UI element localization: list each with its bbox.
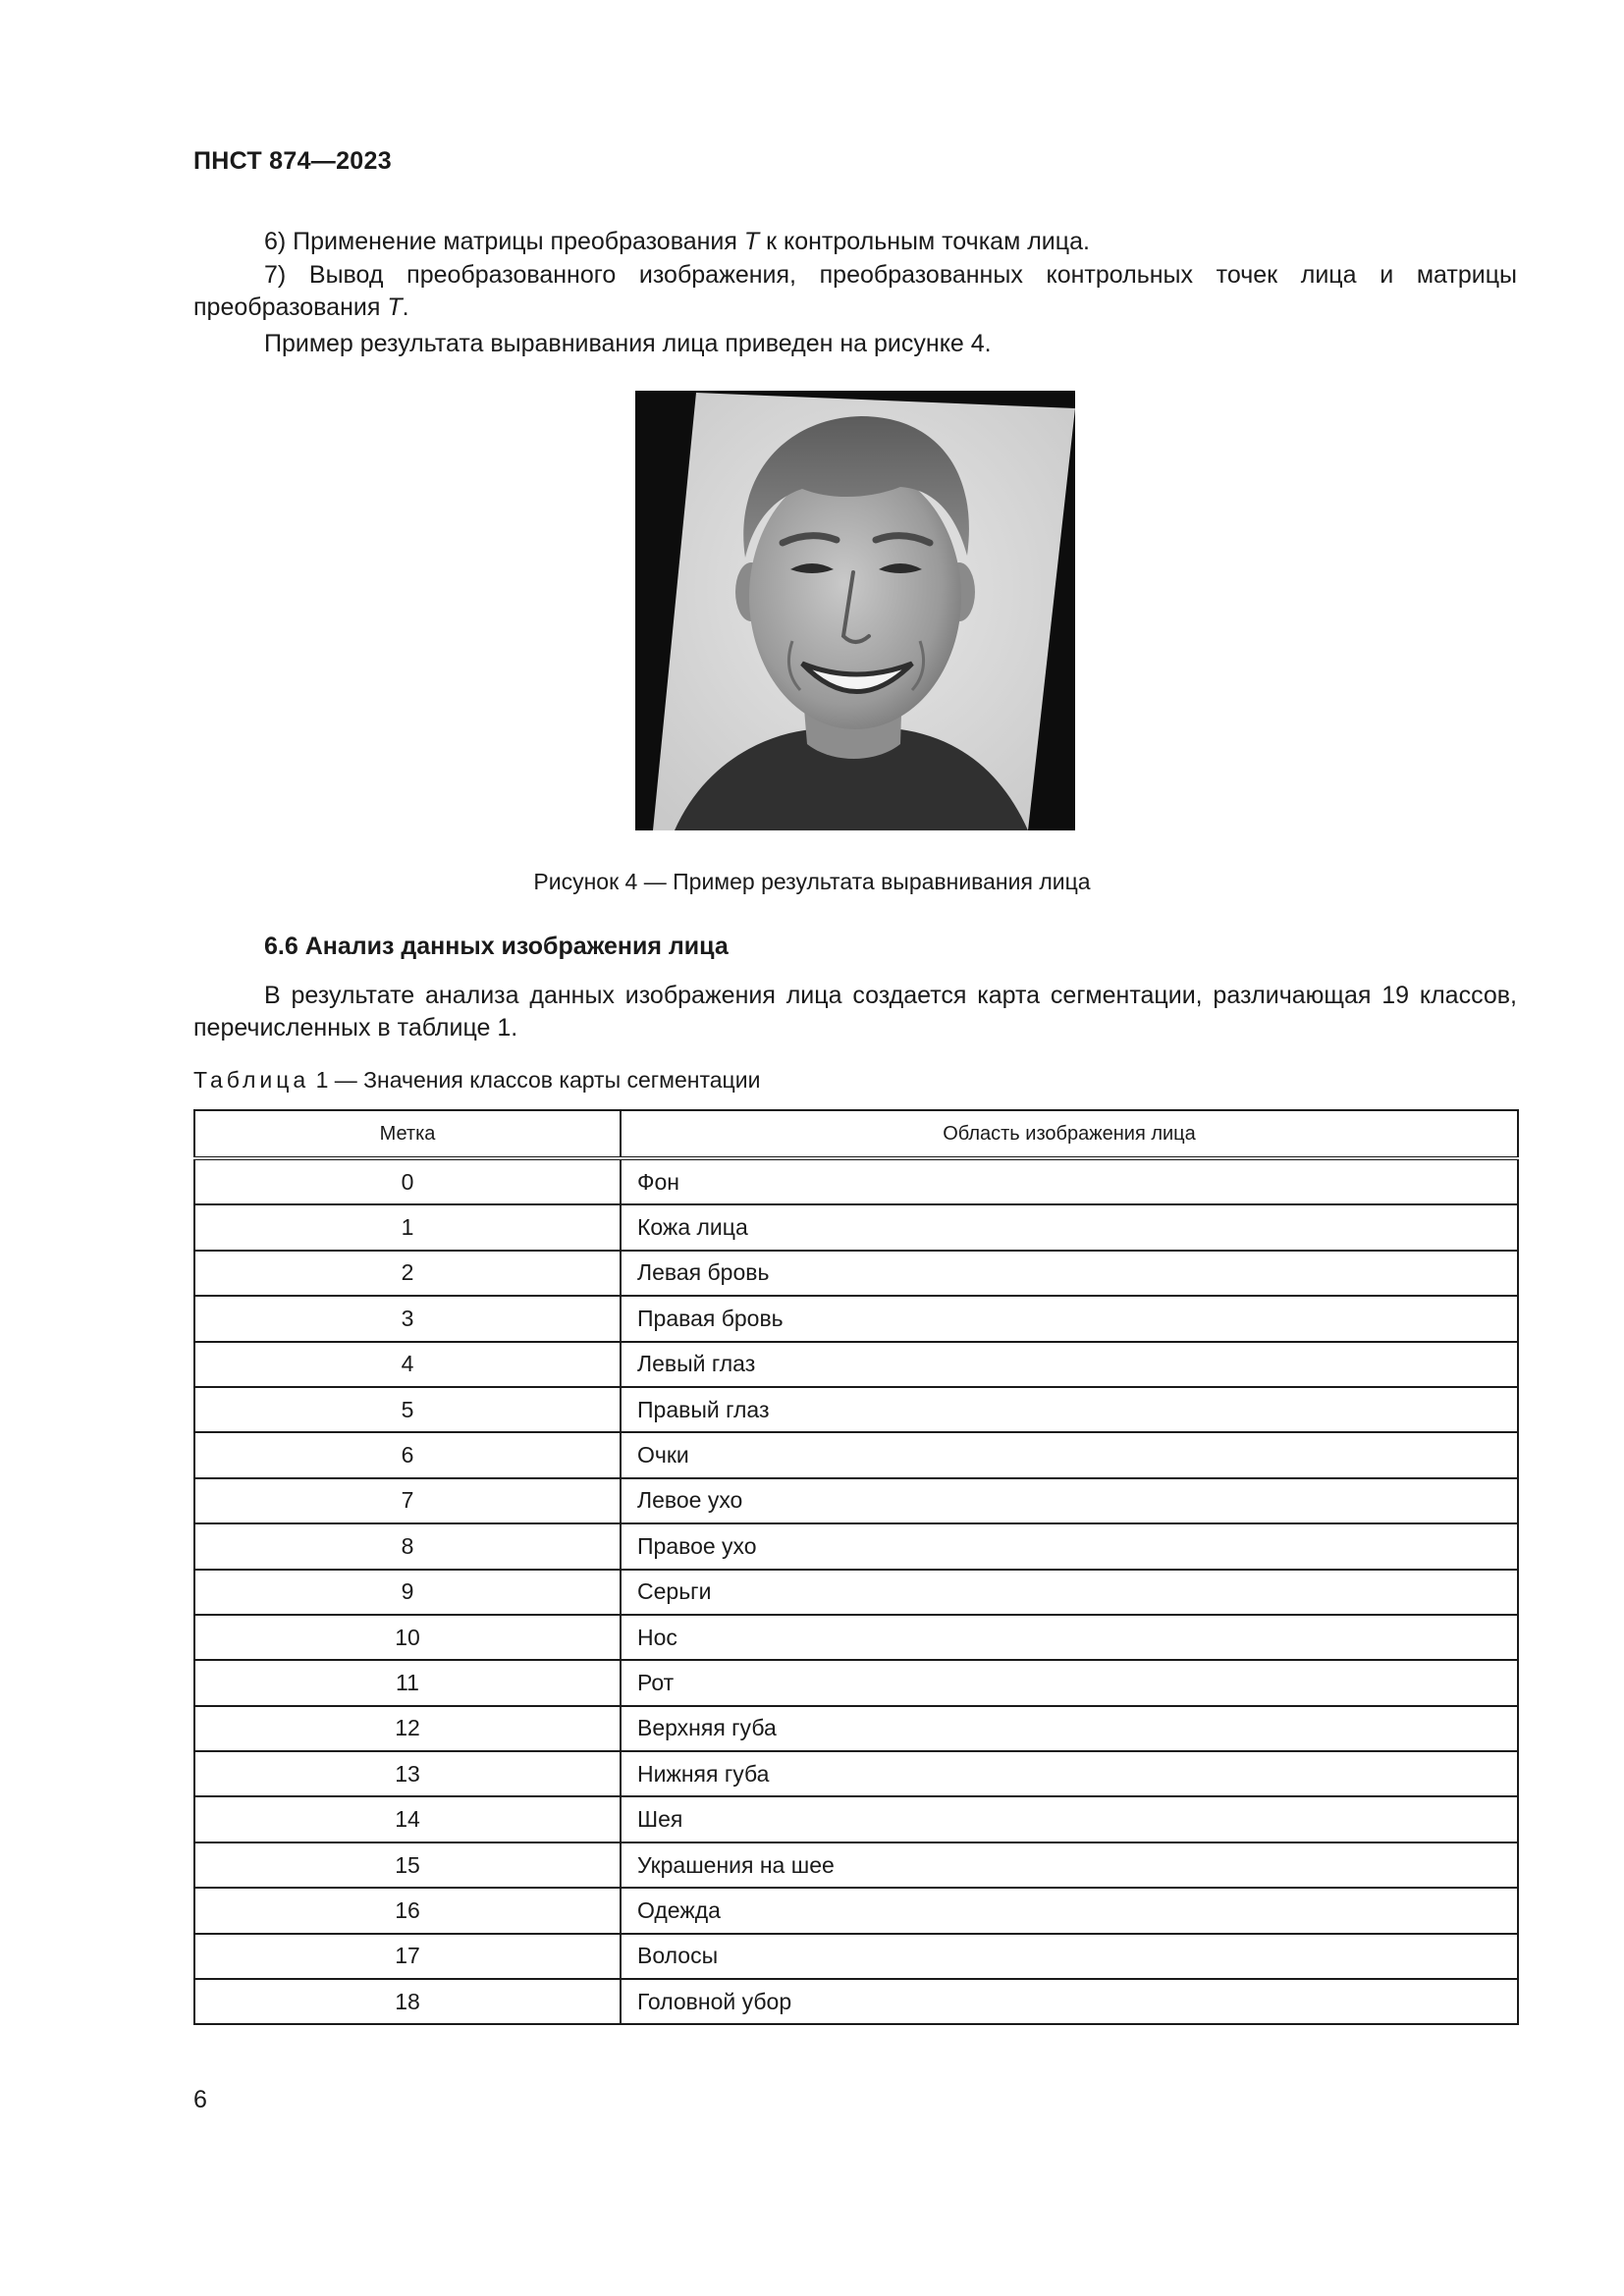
region-cell: Рот (621, 1660, 1518, 1705)
label-cell: 18 (194, 1979, 621, 2024)
table-row (194, 1934, 1518, 1979)
label-cell: 8 (194, 1523, 621, 1569)
region-cell: Левый глаз (621, 1342, 1518, 1387)
region-cell: Правый глаз (621, 1387, 1518, 1432)
region-cell: Одежда (621, 1888, 1518, 1933)
table-row (194, 1615, 1518, 1660)
segmentation-classes-table (193, 1109, 1519, 2025)
table-row (194, 1296, 1518, 1341)
table-row (194, 1796, 1518, 1842)
label-cell: 4 (194, 1342, 621, 1387)
table-row (194, 1204, 1518, 1250)
region-cell: Украшения на шее (621, 1842, 1518, 1888)
step6-variable: T (743, 228, 760, 255)
region-cell: Кожа лица (621, 1204, 1518, 1250)
region-cell: Нос (621, 1615, 1518, 1660)
region-cell: Левое ухо (621, 1478, 1518, 1523)
table-row (194, 1432, 1518, 1477)
step6-text-pre: 6) Применение матрицы преобразования (264, 228, 744, 255)
label-cell: 5 (194, 1387, 621, 1432)
label-cell: 6 (194, 1432, 621, 1477)
step7-text-pre: 7) Вывод преобразованного изображения, преобразованных контрольных точек лица и матрицы преобразования (193, 261, 1517, 321)
paragraph-step-7 (193, 259, 1517, 324)
table-row (194, 1478, 1518, 1523)
label-cell: 15 (194, 1842, 621, 1888)
label-cell: 10 (194, 1615, 621, 1660)
region-cell: Шея (621, 1796, 1518, 1842)
region-cell: Фон (621, 1158, 1518, 1204)
header-label-column: Метка (194, 1110, 621, 1158)
step6-text-post: к контрольным точкам лица. (759, 228, 1090, 255)
table-header-row (194, 1110, 1518, 1158)
section-paragraph: В результате анализа данных изображения лица создается карта сегментации, различающая 19 классов, перечисленных в таблице 1. (193, 982, 1517, 1041)
paragraph-step-6 (193, 226, 1517, 258)
table-row (194, 1251, 1518, 1296)
label-cell: 14 (194, 1796, 621, 1842)
label-cell: 1 (194, 1204, 621, 1250)
aligned-face-figure (635, 391, 1075, 830)
table-row (194, 1158, 1518, 1204)
label-cell: 11 (194, 1660, 621, 1705)
table-row (194, 1888, 1518, 1933)
figure-caption: Рисунок 4 — Пример результата выравнивания лица (533, 869, 1091, 894)
region-cell: Верхняя губа (621, 1706, 1518, 1751)
paragraph-example: Пример результата выравнивания лица приведен на рисунке 4. (264, 330, 992, 357)
region-cell: Головной убор (621, 1979, 1518, 2024)
label-cell: 13 (194, 1751, 621, 1796)
table-row (194, 1842, 1518, 1888)
label-cell: 2 (194, 1251, 621, 1296)
region-cell: Серьги (621, 1570, 1518, 1615)
table-row (194, 1706, 1518, 1751)
table-caption (193, 1067, 760, 1094)
table-row (194, 1751, 1518, 1796)
region-cell: Правое ухо (621, 1523, 1518, 1569)
label-cell: 17 (194, 1934, 621, 1979)
document-code-header: ПНСТ 874—2023 (193, 147, 392, 175)
header-region-column: Область изображения лица (621, 1110, 1518, 1158)
table-row (194, 1523, 1518, 1569)
table-row (194, 1660, 1518, 1705)
table-caption-label: Таблица (193, 1067, 310, 1093)
table-row (194, 1979, 1518, 2024)
step7-variable: T (387, 294, 403, 321)
table-row (194, 1387, 1518, 1432)
aligned-face-image (635, 391, 1075, 830)
region-cell: Очки (621, 1432, 1518, 1477)
region-cell: Правая бровь (621, 1296, 1518, 1341)
table-row (194, 1570, 1518, 1615)
label-cell: 9 (194, 1570, 621, 1615)
region-cell: Нижняя губа (621, 1751, 1518, 1796)
label-cell: 16 (194, 1888, 621, 1933)
section-title: 6.6 Анализ данных изображения лица (264, 933, 729, 960)
step7-text-post: . (402, 294, 409, 321)
region-cell: Левая бровь (621, 1251, 1518, 1296)
table-row (194, 1342, 1518, 1387)
region-cell: Волосы (621, 1934, 1518, 1979)
page-number: 6 (193, 2086, 207, 2113)
label-cell: 7 (194, 1478, 621, 1523)
label-cell: 0 (194, 1158, 621, 1204)
table-caption-text: 1 — Значения классов карты сегментации (309, 1067, 761, 1093)
label-cell: 12 (194, 1706, 621, 1751)
label-cell: 3 (194, 1296, 621, 1341)
